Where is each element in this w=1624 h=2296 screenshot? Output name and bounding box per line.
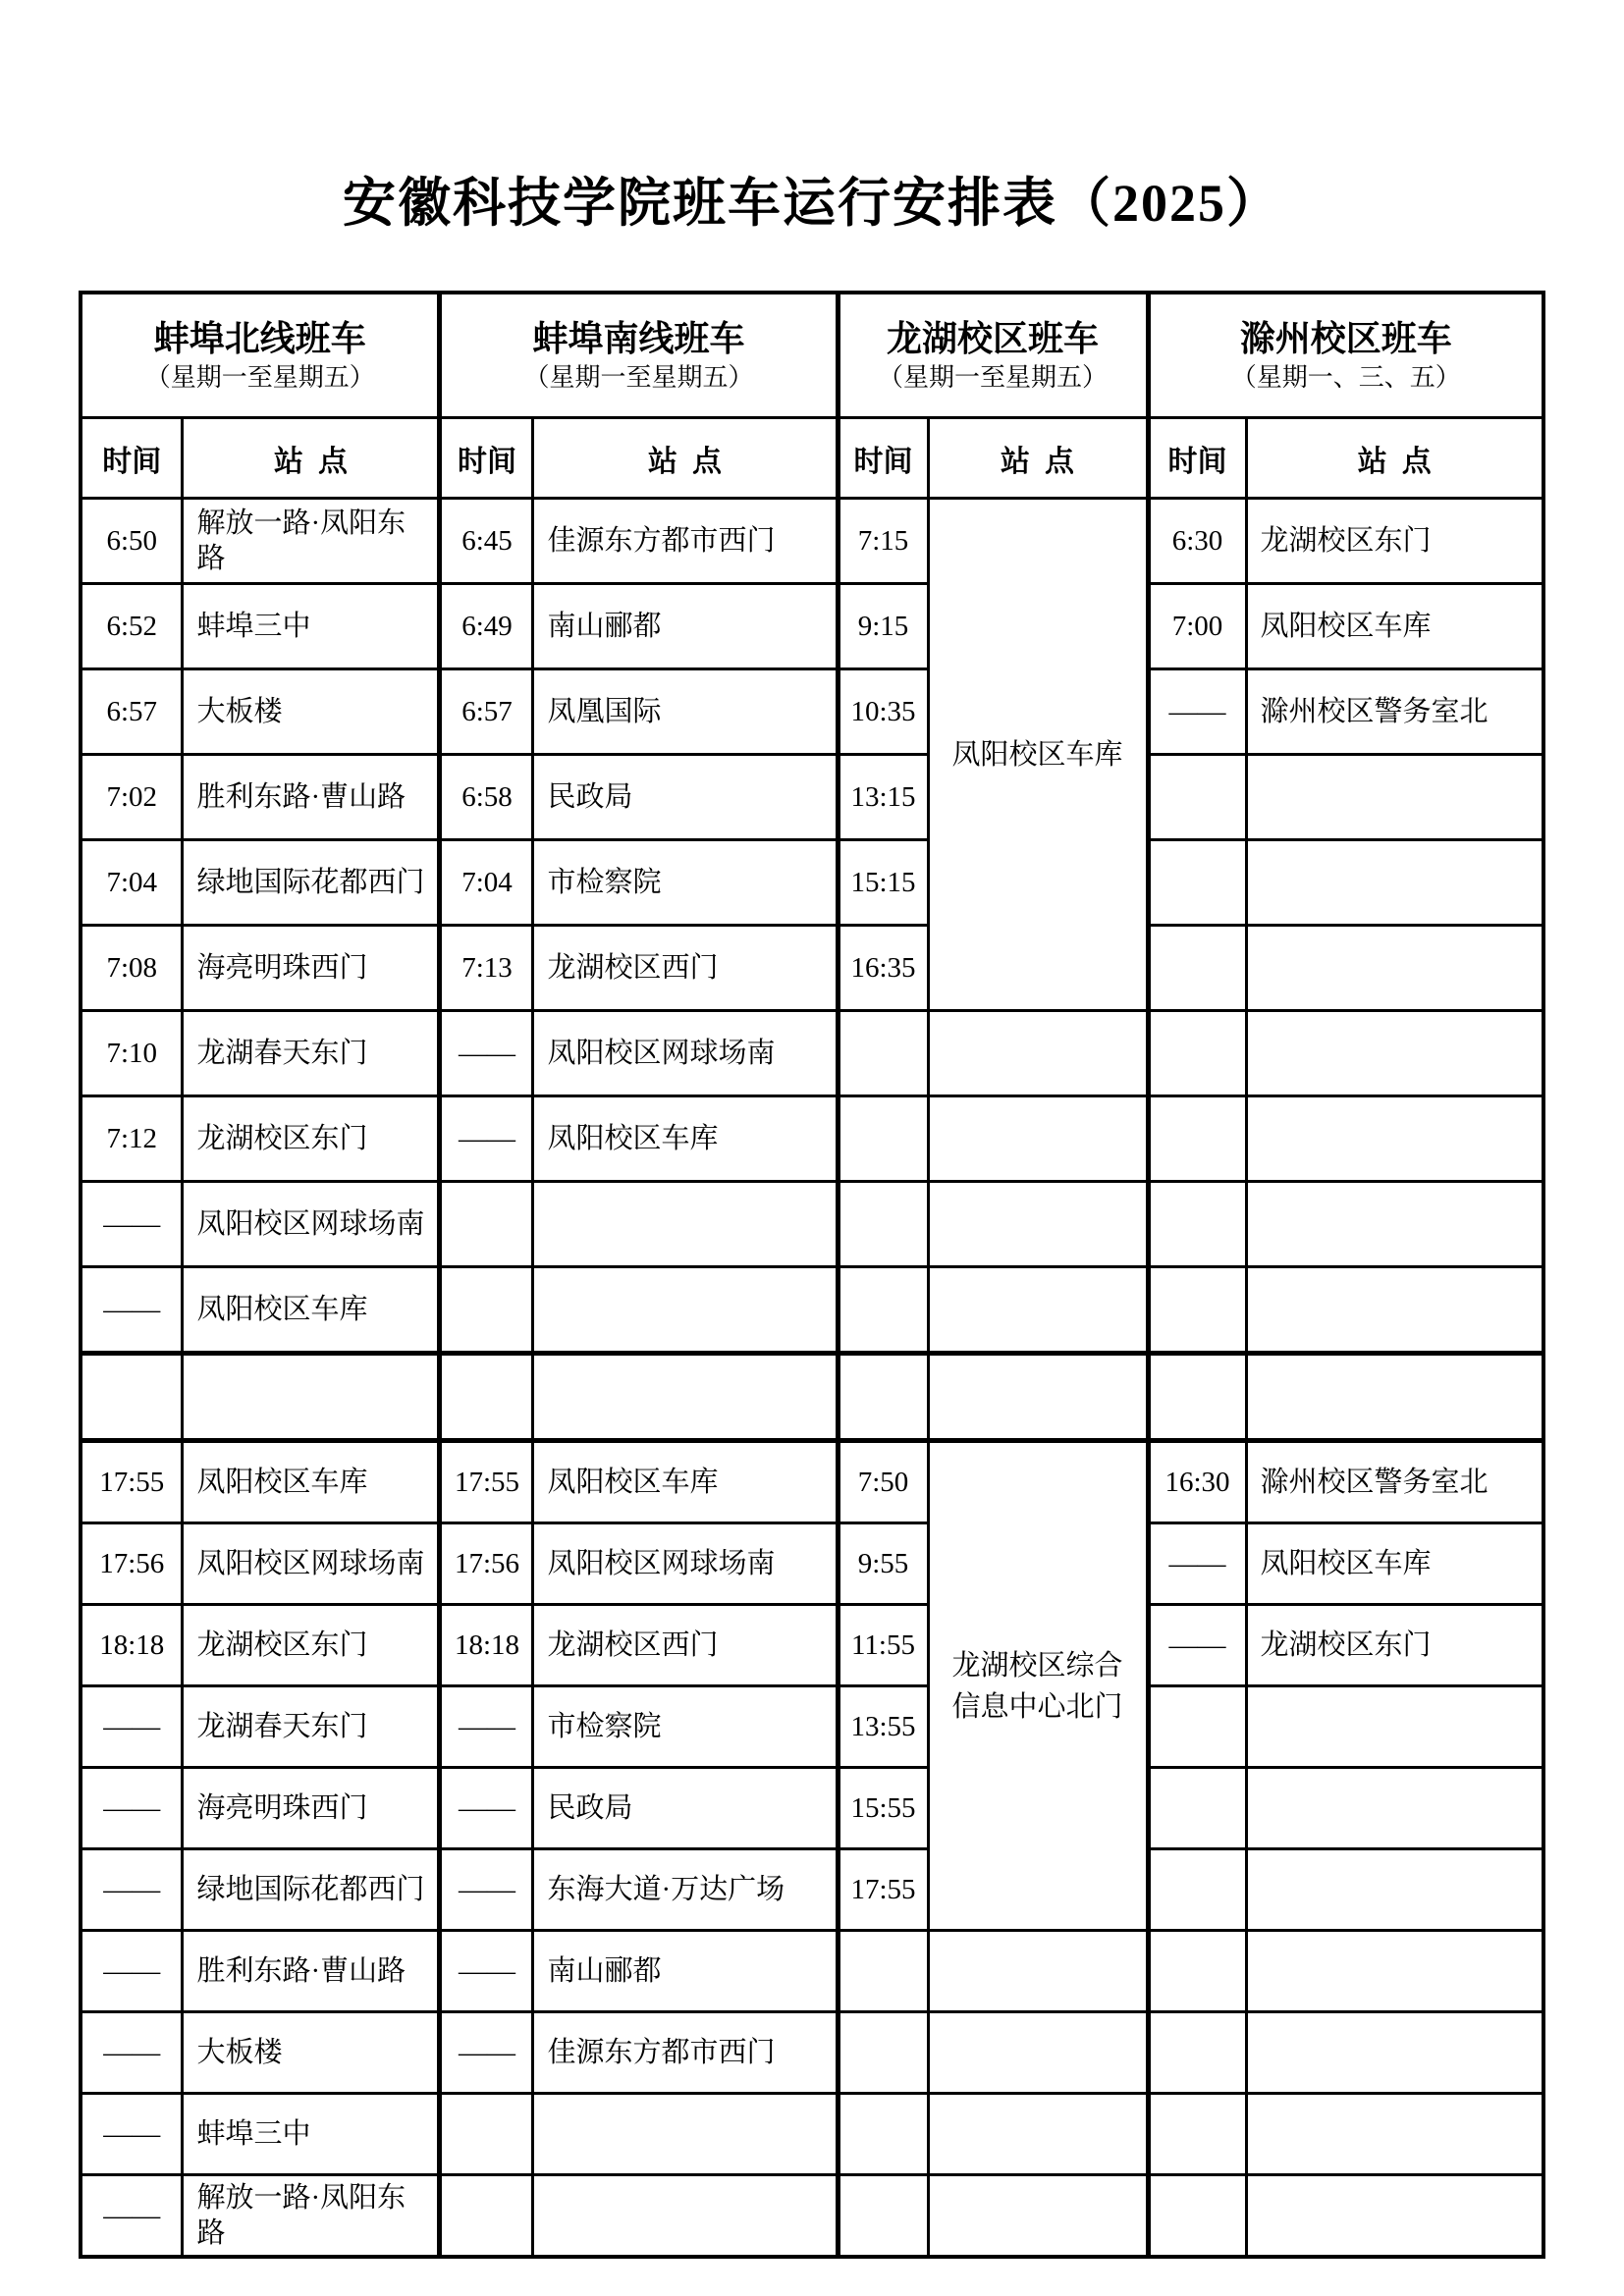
time-cell: ——	[81, 2175, 183, 2258]
time-cell: ——	[440, 1849, 533, 1931]
time-cell: ——	[440, 1011, 533, 1096]
station-cell: 龙湖校区东门	[1246, 1605, 1543, 1686]
group-name: 滁州校区班车	[1239, 318, 1452, 358]
station-cell: 民政局	[533, 755, 838, 840]
empty-cell	[533, 1267, 838, 1354]
time-column-header: 时间	[1148, 418, 1246, 499]
station-cell: 南山郦都	[533, 584, 838, 669]
station-cell: 海亮明珠西门	[183, 1768, 440, 1849]
station-cell: 凤阳校区车库	[533, 1441, 838, 1523]
empty-cell	[440, 1182, 533, 1267]
time-cell: ——	[81, 2012, 183, 2094]
time-cell: ——	[1148, 1523, 1246, 1605]
table-row	[81, 1441, 1543, 1523]
time-cell: 11:55	[838, 1605, 928, 1686]
station-cell: 东海大道·万达广场	[533, 1849, 838, 1931]
empty-cell	[928, 1931, 1148, 2012]
empty-cell	[440, 1267, 533, 1354]
station-cell: 凤阳校区网球场南	[533, 1523, 838, 1605]
time-cell: 7:00	[1148, 584, 1246, 669]
group-schedule-note: （星期一、三、五）	[1230, 362, 1461, 392]
empty-cell	[1148, 1686, 1246, 1768]
empty-cell	[1246, 1686, 1543, 1768]
column-header-row	[81, 418, 1543, 499]
time-cell: 13:15	[838, 755, 928, 840]
empty-cell	[838, 1182, 928, 1267]
time-cell: 7:04	[440, 840, 533, 926]
page-title: 安徽科技学院班车运行安排表（2025）	[343, 174, 1281, 233]
time-cell: 17:56	[81, 1523, 183, 1605]
time-cell: 17:55	[81, 1441, 183, 1523]
time-cell: 7:15	[838, 499, 928, 584]
table-row	[81, 1523, 1543, 1605]
table-row	[81, 584, 1543, 669]
station-cell: 解放一路·凤阳东路	[183, 2175, 440, 2258]
time-cell: 7:08	[81, 926, 183, 1011]
table-row	[81, 1354, 1543, 1441]
empty-cell	[838, 1354, 928, 1441]
empty-cell	[928, 2175, 1148, 2258]
time-cell: 7:04	[81, 840, 183, 926]
table-row	[81, 1182, 1543, 1267]
group-schedule-note: （星期一至星期五）	[144, 362, 375, 392]
empty-cell	[838, 1267, 928, 1354]
station-cell: 绿地国际花都西门	[183, 1849, 440, 1931]
time-column-header: 时间	[81, 418, 183, 499]
empty-cell	[1148, 1354, 1246, 1441]
station-column-header: 站 点	[928, 418, 1148, 499]
empty-cell	[1148, 1267, 1246, 1354]
time-cell: 6:45	[440, 499, 533, 584]
empty-cell	[1246, 1182, 1543, 1267]
empty-cell	[928, 1011, 1148, 1096]
time-cell: 6:30	[1148, 499, 1246, 584]
time-cell: ——	[81, 1768, 183, 1849]
schedule-body	[81, 499, 1543, 2258]
time-cell: 7:02	[81, 755, 183, 840]
time-cell: 6:57	[440, 669, 533, 755]
station-cell: 大板楼	[183, 2012, 440, 2094]
time-cell: ——	[81, 1267, 183, 1354]
station-cell: 海亮明珠西门	[183, 926, 440, 1011]
station-cell: 南山郦都	[533, 1931, 838, 2012]
station-cell: 凤阳校区车库	[183, 1267, 440, 1354]
empty-cell	[1246, 2012, 1543, 2094]
time-cell: ——	[81, 1931, 183, 2012]
time-cell: 6:57	[81, 669, 183, 755]
table-row	[81, 926, 1543, 1011]
time-cell: 9:15	[838, 584, 928, 669]
group-header-bengbu-north	[81, 293, 440, 418]
station-column-header: 站 点	[183, 418, 440, 499]
time-cell: 16:35	[838, 926, 928, 1011]
empty-cell	[928, 1096, 1148, 1182]
empty-cell	[1148, 1096, 1246, 1182]
table-row	[81, 2094, 1543, 2175]
empty-cell	[838, 2175, 928, 2258]
station-cell: 龙湖春天东门	[183, 1011, 440, 1096]
empty-cell	[183, 1354, 440, 1441]
station-cell: 凤阳校区网球场南	[533, 1011, 838, 1096]
time-cell: ——	[1148, 1605, 1246, 1686]
empty-cell	[1148, 755, 1246, 840]
empty-cell	[1246, 926, 1543, 1011]
table-row	[81, 1931, 1543, 2012]
empty-cell	[1148, 1931, 1246, 2012]
station-cell: 凤阳校区车库	[1246, 584, 1543, 669]
table-row	[81, 2012, 1543, 2094]
table-row	[81, 755, 1543, 840]
station-cell: 蚌埠三中	[183, 584, 440, 669]
time-column-header: 时间	[440, 418, 533, 499]
empty-cell	[1148, 2175, 1246, 2258]
table-row	[81, 1267, 1543, 1354]
group-header-chuzhou-campus	[1148, 293, 1543, 418]
empty-cell	[533, 1182, 838, 1267]
time-cell: ——	[1148, 669, 1246, 755]
empty-cell	[533, 2175, 838, 2258]
table-row	[81, 1686, 1543, 1768]
station-cell: 解放一路·凤阳东路	[183, 499, 440, 584]
station-cell: 佳源东方都市西门	[533, 2012, 838, 2094]
station-cell: 龙湖校区东门	[183, 1605, 440, 1686]
time-cell: ——	[81, 1686, 183, 1768]
empty-cell	[928, 1354, 1148, 1441]
station-cell: 市检察院	[533, 1686, 838, 1768]
station-cell: 龙湖校区东门	[183, 1096, 440, 1182]
time-cell: 17:55	[838, 1849, 928, 1931]
table-row	[81, 1011, 1543, 1096]
station-cell: 市检察院	[533, 840, 838, 926]
empty-cell	[838, 2094, 928, 2175]
time-cell: 18:18	[81, 1605, 183, 1686]
time-cell: 15:55	[838, 1768, 928, 1849]
station-cell: 蚌埠三中	[183, 2094, 440, 2175]
empty-cell	[1246, 1931, 1543, 2012]
station-cell: 龙湖校区东门	[1246, 499, 1543, 584]
time-cell: 7:13	[440, 926, 533, 1011]
station-cell: 凤凰国际	[533, 669, 838, 755]
station-cell: 凤阳校区网球场南	[183, 1523, 440, 1605]
station-cell: 凤阳校区车库	[533, 1096, 838, 1182]
empty-cell	[838, 2012, 928, 2094]
time-cell: ——	[440, 1768, 533, 1849]
time-column-header: 时间	[838, 418, 928, 499]
time-cell: 10:35	[838, 669, 928, 755]
time-cell: ——	[81, 1849, 183, 1931]
group-header-row	[81, 293, 1543, 418]
station-cell: 大板楼	[183, 669, 440, 755]
time-cell: 9:55	[838, 1523, 928, 1605]
time-cell: ——	[440, 1931, 533, 2012]
empty-cell	[838, 1096, 928, 1182]
empty-cell	[1148, 840, 1246, 926]
station-cell: 凤阳校区车库	[183, 1441, 440, 1523]
time-cell: 6:49	[440, 584, 533, 669]
station-cell: 凤阳校区网球场南	[183, 1182, 440, 1267]
empty-cell	[838, 1011, 928, 1096]
empty-cell	[1246, 1011, 1543, 1096]
empty-cell	[1246, 1267, 1543, 1354]
empty-cell	[928, 2012, 1148, 2094]
empty-cell	[1148, 926, 1246, 1011]
time-cell: 15:15	[838, 840, 928, 926]
empty-cell	[928, 1267, 1148, 1354]
empty-cell	[1148, 1768, 1246, 1849]
station-cell: 滁州校区警务室北	[1246, 1441, 1543, 1523]
time-cell: 6:52	[81, 584, 183, 669]
time-cell: ——	[81, 1182, 183, 1267]
empty-cell	[838, 1931, 928, 2012]
empty-cell	[1246, 1849, 1543, 1931]
time-cell: 18:18	[440, 1605, 533, 1686]
empty-cell	[1148, 1182, 1246, 1267]
empty-cell	[533, 2094, 838, 2175]
station-column-header: 站 点	[1246, 418, 1543, 499]
empty-cell	[81, 1354, 183, 1441]
table-row	[81, 1849, 1543, 1931]
station-cell: 龙湖校区综合信息中心北门	[928, 1441, 1148, 1931]
group-schedule-note: （星期一至星期五）	[878, 362, 1109, 392]
empty-cell	[1246, 2175, 1543, 2258]
time-cell: ——	[81, 2094, 183, 2175]
time-cell: 17:56	[440, 1523, 533, 1605]
time-cell: 7:10	[81, 1011, 183, 1096]
empty-cell	[1246, 840, 1543, 926]
empty-cell	[1148, 1849, 1246, 1931]
time-cell: 13:55	[838, 1686, 928, 1768]
station-cell: 佳源东方都市西门	[533, 499, 838, 584]
station-cell: 龙湖春天东门	[183, 1686, 440, 1768]
group-header-longhu-campus	[838, 293, 1148, 418]
station-cell: 龙湖校区西门	[533, 1605, 838, 1686]
empty-cell	[1246, 755, 1543, 840]
group-name: 蚌埠南线班车	[532, 318, 745, 358]
empty-cell	[1148, 2094, 1246, 2175]
station-cell: 胜利东路·曹山路	[183, 755, 440, 840]
station-cell: 民政局	[533, 1768, 838, 1849]
station-cell: 凤阳校区车库	[928, 499, 1148, 1011]
station-column-header: 站 点	[533, 418, 838, 499]
empty-cell	[1246, 1096, 1543, 1182]
empty-cell	[928, 1182, 1148, 1267]
empty-cell	[1246, 1768, 1543, 1849]
empty-cell	[440, 2175, 533, 2258]
empty-cell	[440, 1354, 533, 1441]
station-cell: 凤阳校区车库	[1246, 1523, 1543, 1605]
time-cell: 16:30	[1148, 1441, 1246, 1523]
empty-cell	[440, 2094, 533, 2175]
table-row	[81, 1096, 1543, 1182]
time-cell: ——	[440, 1686, 533, 1768]
group-name: 蚌埠北线班车	[153, 318, 366, 358]
table-row	[81, 1605, 1543, 1686]
time-cell: 7:50	[838, 1441, 928, 1523]
empty-cell	[1246, 1354, 1543, 1441]
group-header-bengbu-south	[440, 293, 838, 418]
empty-cell	[928, 2094, 1148, 2175]
time-cell: 17:55	[440, 1441, 533, 1523]
table-row	[81, 669, 1543, 755]
time-cell: 6:50	[81, 499, 183, 584]
table-row	[81, 499, 1543, 584]
station-cell: 绿地国际花都西门	[183, 840, 440, 926]
empty-cell	[1246, 2094, 1543, 2175]
station-cell: 龙湖校区西门	[533, 926, 838, 1011]
table-row	[81, 1768, 1543, 1849]
empty-cell	[1148, 2012, 1246, 2094]
time-cell: 7:12	[81, 1096, 183, 1182]
station-cell: 胜利东路·曹山路	[183, 1931, 440, 2012]
empty-cell	[1148, 1011, 1246, 1096]
table-row	[81, 2175, 1543, 2258]
group-name: 龙湖校区班车	[887, 318, 1100, 358]
time-cell: ——	[440, 1096, 533, 1182]
table-row	[81, 840, 1543, 926]
empty-cell	[533, 1354, 838, 1441]
group-schedule-note: （星期一至星期五）	[523, 362, 754, 392]
bus-schedule-table	[79, 291, 1545, 2259]
time-cell: ——	[440, 2012, 533, 2094]
station-cell: 滁州校区警务室北	[1246, 669, 1543, 755]
time-cell: 6:58	[440, 755, 533, 840]
